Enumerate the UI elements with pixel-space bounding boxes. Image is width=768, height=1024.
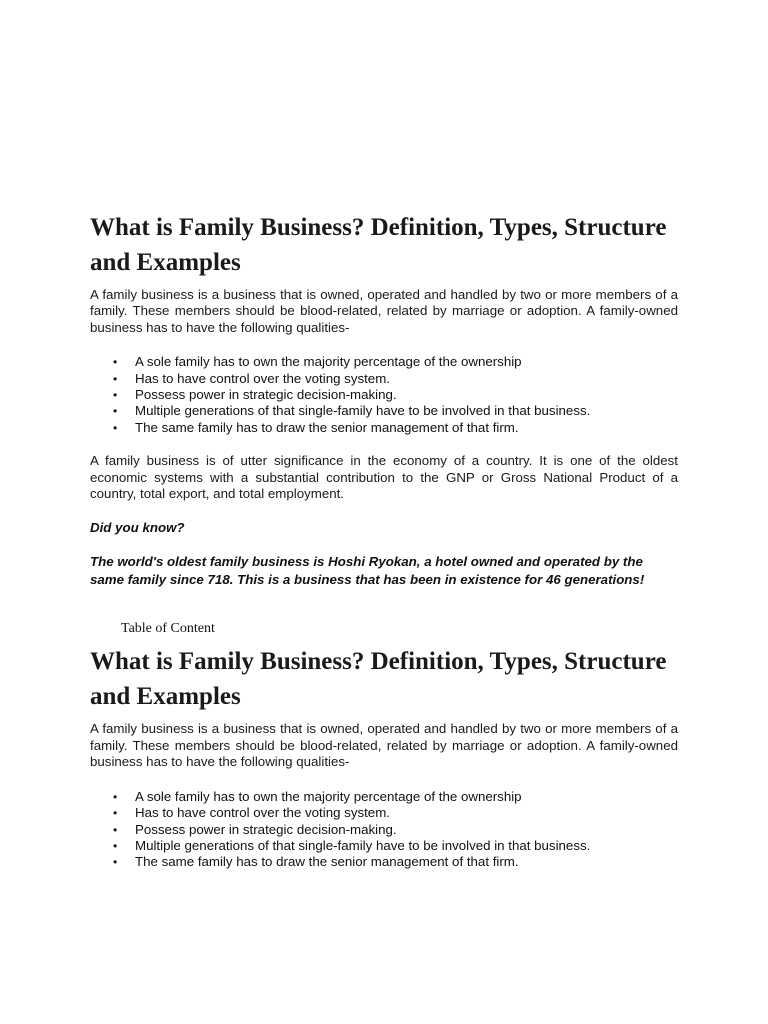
- table-of-content-link[interactable]: Table of Content: [121, 621, 215, 637]
- significance-paragraph: A family business is of utter significance in the economy of a country. It is one of the oldest economic systems with a substantial contribution to the GNP or Gross National Product of a country, total export, and total employment.: [90, 453, 678, 502]
- list-item: • Possess power in strategic decision-making.: [113, 821, 397, 837]
- repeat-intro-paragraph: A family business is a business that is owned, operated and handled by two or more members of a family. These members should be blood-related, related by marriage or adoption. A family-owned business has to have the following qualities-: [90, 721, 678, 770]
- bullet-icon: •: [113, 355, 118, 370]
- repeat-article-title: What is Family Business? Definition, Types, Structure and Examples: [90, 648, 667, 711]
- list-item: • A sole family has to own the majority percentage of the ownership: [113, 354, 522, 370]
- list-item: • Has to have control over the voting system.: [113, 370, 390, 386]
- list-item: • A sole family has to own the majority percentage of the ownership: [113, 788, 522, 804]
- bullet-icon: •: [113, 806, 118, 821]
- list-item: • The same family has to draw the senior management of that firm.: [113, 419, 519, 435]
- repeat-qualities-list: [90, 789, 678, 871]
- document-page: [90, 210, 678, 888]
- qualities-list: [90, 354, 678, 436]
- did-you-know-heading: Did you know?: [90, 520, 185, 536]
- bullet-icon: •: [113, 420, 118, 435]
- bullet-icon: •: [113, 404, 118, 419]
- bullet-icon: •: [113, 789, 118, 804]
- list-item: • Multiple generations of that single-family have to be involved in that business.: [113, 837, 591, 853]
- article-title: What is Family Business? Definition, Types, Structure and Examples: [90, 214, 667, 276]
- bullet-icon: •: [113, 822, 118, 837]
- bullet-icon: •: [113, 855, 118, 870]
- list-item: • Multiple generations of that single-family have to be involved in that business.: [113, 403, 591, 419]
- intro-paragraph: A family business is a business that is owned, operated and handled by two or more members of a family. These members should be blood-related, related by marriage or adoption. A family-owned business has to have the following qualities-: [90, 287, 678, 335]
- bullet-icon: •: [113, 371, 118, 386]
- list-item: • Possess power in strategic decision-making.: [113, 387, 397, 403]
- bullet-icon: •: [113, 838, 118, 853]
- fact-paragraph: The world's oldest family business is Hoshi Ryokan, a hotel owned and operated by the same family since 718. This is a business that has been in existence for 46 generations!: [90, 554, 645, 588]
- bullet-icon: •: [113, 388, 118, 403]
- list-item: • The same family has to draw the senior management of that firm.: [113, 854, 519, 870]
- list-item: • Has to have control over the voting system.: [113, 805, 390, 821]
